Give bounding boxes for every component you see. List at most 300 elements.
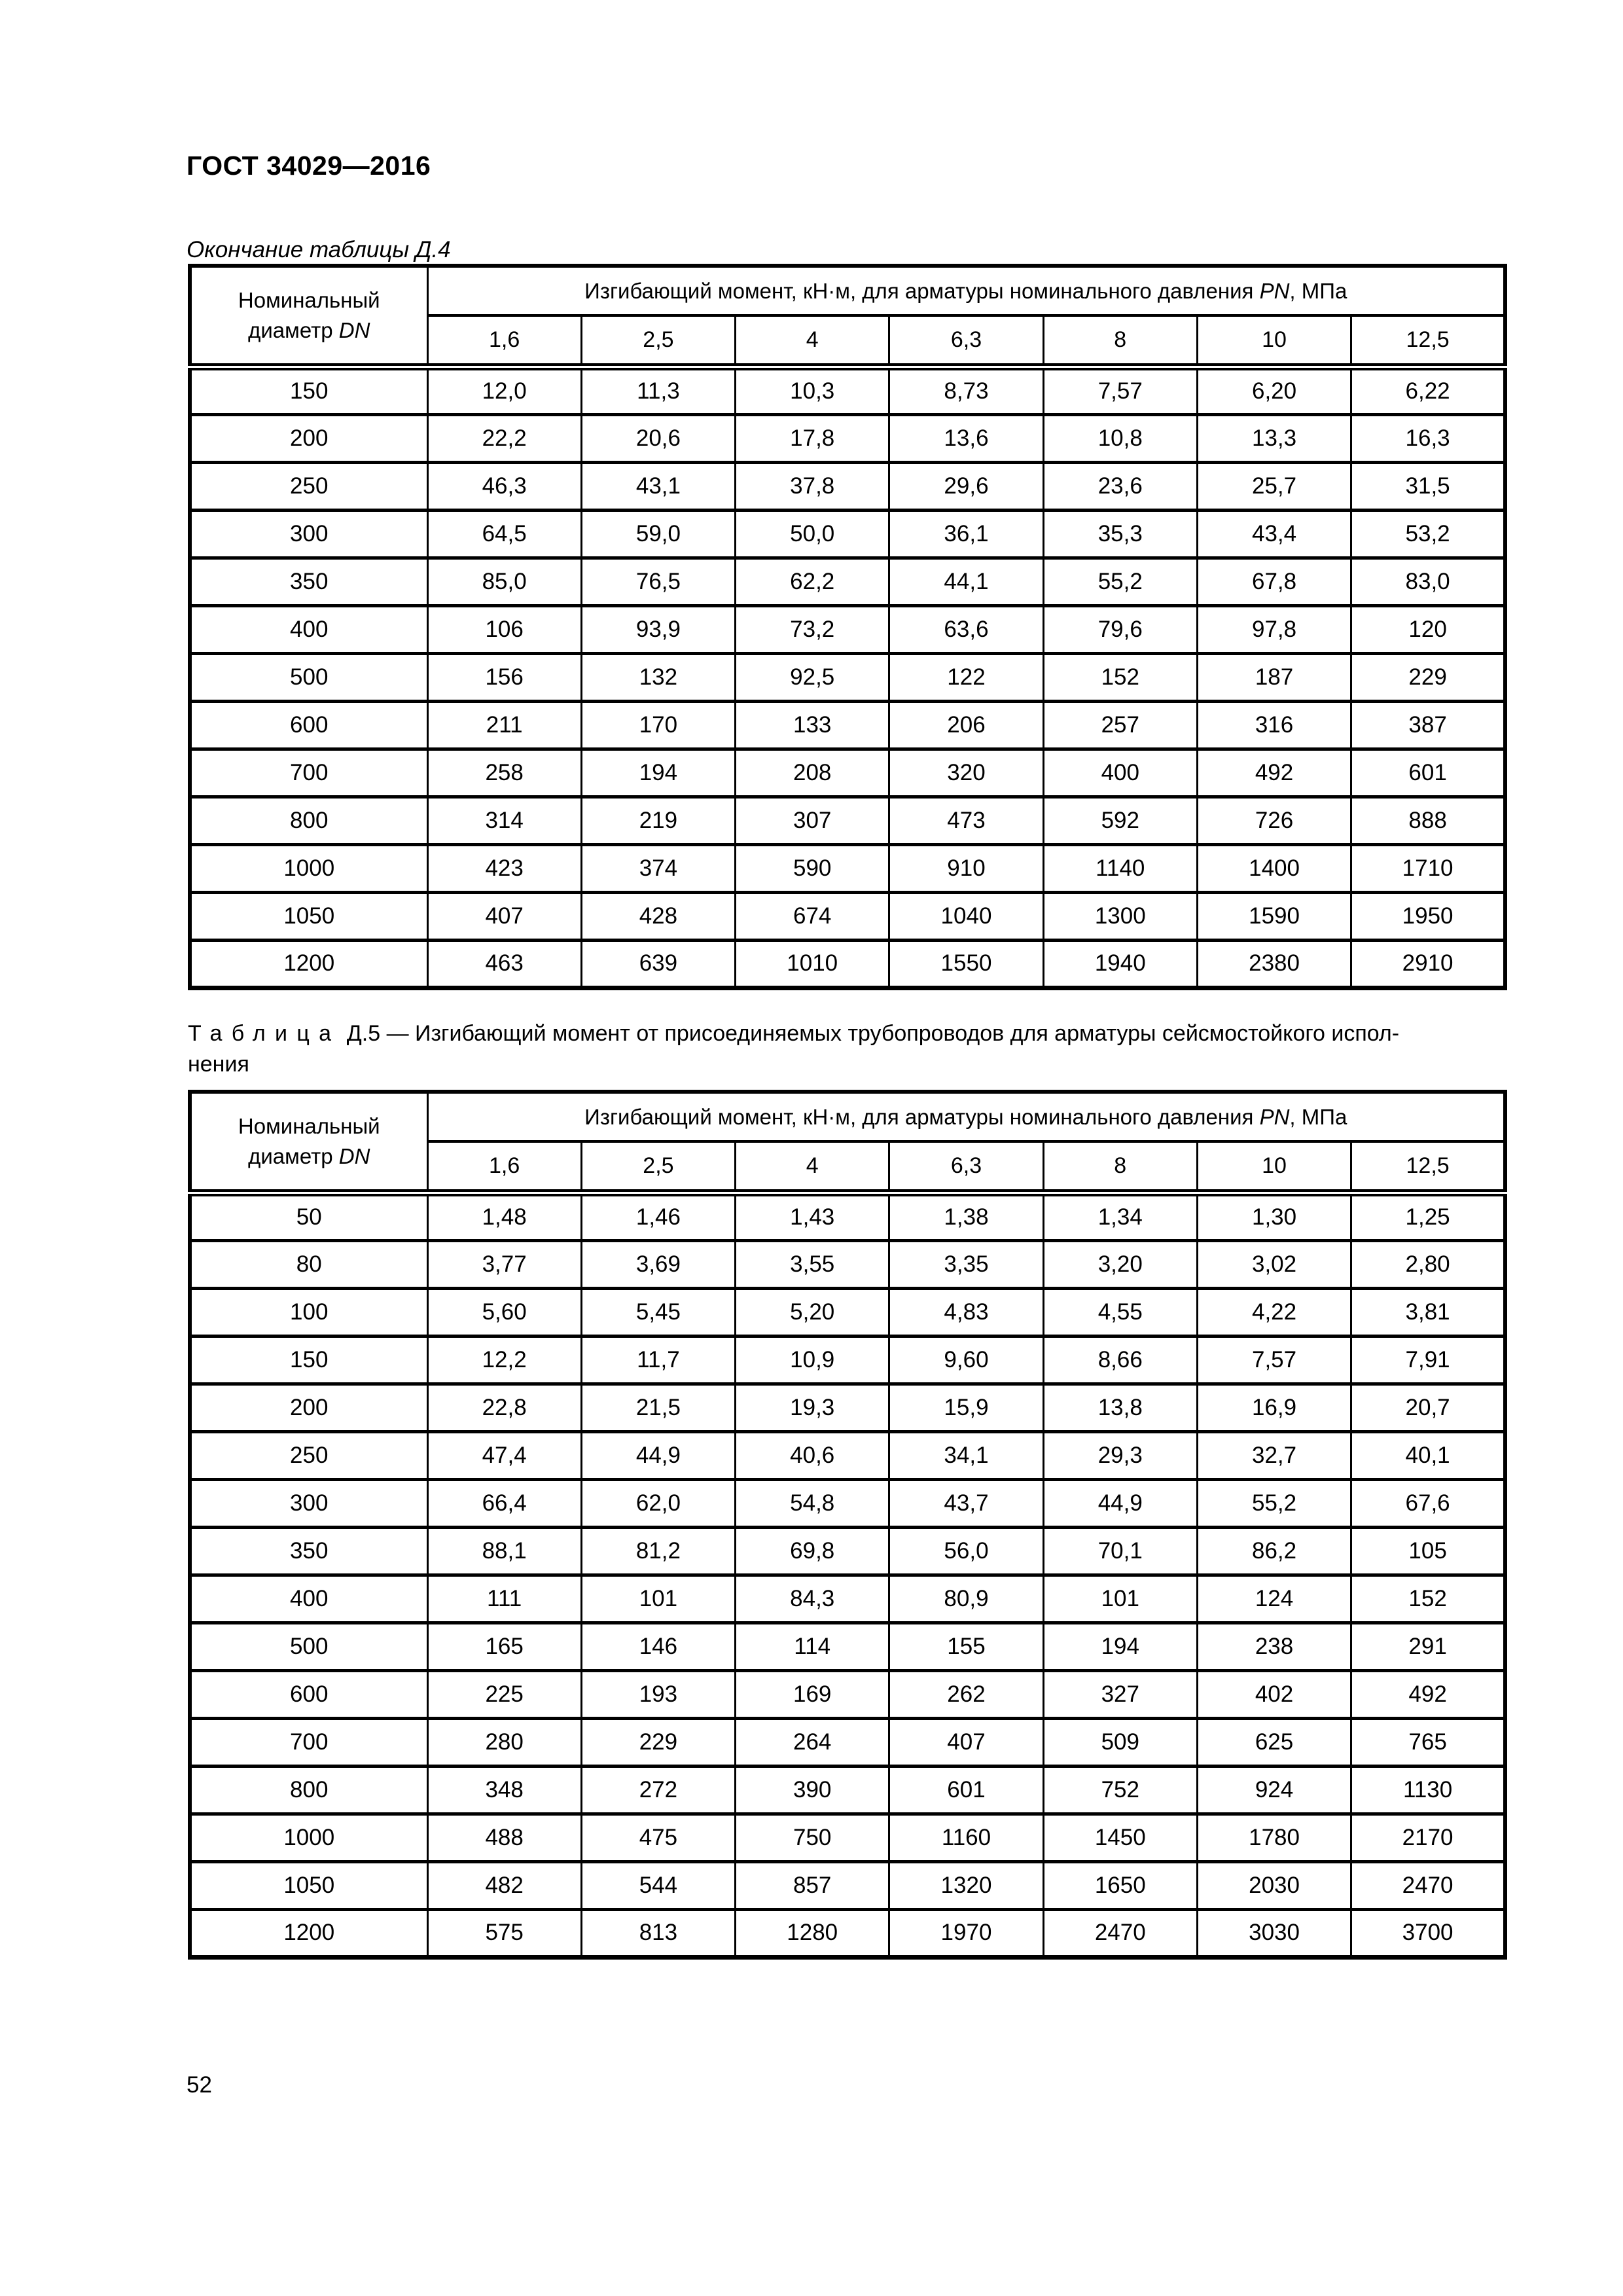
moment-value: 20,7 — [1351, 1384, 1505, 1431]
dn-value: 350 — [190, 558, 427, 605]
dn-column-header — [190, 266, 427, 367]
moment-value: 155 — [889, 1623, 1043, 1670]
dn-value: 300 — [190, 510, 427, 558]
moment-value: 225 — [427, 1670, 581, 1718]
moment-value: 1650 — [1043, 1861, 1197, 1909]
moment-value: 1140 — [1043, 844, 1197, 892]
dn-value: 150 — [190, 1336, 427, 1384]
moment-value: 765 — [1351, 1718, 1505, 1766]
moment-value: 2470 — [1351, 1861, 1505, 1909]
table-row — [190, 1193, 1505, 1240]
dn-symbol: DN — [338, 1143, 370, 1168]
dn-value: 300 — [190, 1479, 427, 1527]
moment-group-header — [427, 1092, 1505, 1141]
table-row — [190, 940, 1505, 988]
moment-value: 56,0 — [889, 1527, 1043, 1575]
moment-value: 280 — [427, 1718, 581, 1766]
moment-value: 67,6 — [1351, 1479, 1505, 1527]
moment-value: 76,5 — [581, 558, 735, 605]
moment-value: 133 — [736, 701, 889, 749]
pressure-column-header: 2,5 — [581, 1141, 735, 1193]
table-d5 — [188, 1090, 1507, 1960]
table-d5-caption — [188, 1018, 1510, 1080]
moment-value: 238 — [1197, 1623, 1351, 1670]
dn-value: 250 — [190, 462, 427, 510]
moment-value: 316 — [1197, 701, 1351, 749]
moment-value: 1450 — [1043, 1814, 1197, 1861]
moment-value: 193 — [581, 1670, 735, 1718]
moment-value: 2470 — [1043, 1909, 1197, 1957]
pressure-column-header: 4 — [736, 315, 889, 367]
moment-value: 752 — [1043, 1766, 1197, 1814]
moment-value: 258 — [427, 749, 581, 797]
moment-value: 43,1 — [581, 462, 735, 510]
moment-value: 726 — [1197, 797, 1351, 844]
moment-value: 492 — [1351, 1670, 1505, 1718]
moment-value: 10,9 — [736, 1336, 889, 1384]
moment-value: 13,6 — [889, 414, 1043, 462]
moment-value: 229 — [581, 1718, 735, 1766]
table-row — [190, 1909, 1505, 1957]
moment-value: 390 — [736, 1766, 889, 1814]
moment-value: 314 — [427, 797, 581, 844]
dn-value: 1200 — [190, 1909, 427, 1957]
moment-value: 62,2 — [736, 558, 889, 605]
moment-value: 888 — [1351, 797, 1505, 844]
moment-value: 1550 — [889, 940, 1043, 988]
moment-value: 6,20 — [1197, 367, 1351, 414]
moment-value: 111 — [427, 1575, 581, 1623]
moment-value: 3030 — [1197, 1909, 1351, 1957]
moment-value: 22,2 — [427, 414, 581, 462]
moment-header-unit: , МПа — [1289, 278, 1347, 303]
moment-value: 17,8 — [736, 414, 889, 462]
moment-value: 44,9 — [581, 1431, 735, 1479]
moment-value: 5,45 — [581, 1288, 735, 1336]
moment-value: 29,3 — [1043, 1431, 1197, 1479]
moment-value: 146 — [581, 1623, 735, 1670]
moment-value: 46,3 — [427, 462, 581, 510]
moment-value: 20,6 — [581, 414, 735, 462]
moment-value: 40,1 — [1351, 1431, 1505, 1479]
moment-value: 423 — [427, 844, 581, 892]
moment-value: 22,8 — [427, 1384, 581, 1431]
moment-value: 1400 — [1197, 844, 1351, 892]
dn-value: 150 — [190, 367, 427, 414]
moment-value: 10,3 — [736, 367, 889, 414]
table-d5-caption-line2: нения — [188, 1052, 249, 1077]
moment-value: 910 — [889, 844, 1043, 892]
moment-value: 348 — [427, 1766, 581, 1814]
table-d4-body — [190, 367, 1505, 988]
pressure-column-header: 4 — [736, 1141, 889, 1193]
moment-value: 64,5 — [427, 510, 581, 558]
moment-value: 2,80 — [1351, 1240, 1505, 1288]
moment-value: 327 — [1043, 1670, 1197, 1718]
moment-value: 86,2 — [1197, 1527, 1351, 1575]
moment-value: 44,9 — [1043, 1479, 1197, 1527]
caption-dash: — — [386, 1021, 409, 1046]
moment-value: 387 — [1351, 701, 1505, 749]
moment-value: 1280 — [736, 1909, 889, 1957]
pn-symbol: PN — [1259, 1104, 1290, 1129]
moment-value: 114 — [736, 1623, 889, 1670]
moment-value: 31,5 — [1351, 462, 1505, 510]
moment-value: 13,8 — [1043, 1384, 1197, 1431]
moment-value: 50,0 — [736, 510, 889, 558]
moment-value: 320 — [889, 749, 1043, 797]
moment-value: 36,1 — [889, 510, 1043, 558]
moment-value: 6,22 — [1351, 367, 1505, 414]
dn-header-line2: диаметр — [248, 317, 333, 342]
moment-value: 10,8 — [1043, 414, 1197, 462]
caption-text: Изгибающий момент от присоединяемых трубопроводов для арматуры сейсмостойкого испол- — [415, 1021, 1400, 1046]
moment-value: 1,25 — [1351, 1193, 1505, 1240]
dn-value: 800 — [190, 797, 427, 844]
moment-value: 170 — [581, 701, 735, 749]
moment-value: 3,20 — [1043, 1240, 1197, 1288]
moment-value: 1710 — [1351, 844, 1505, 892]
dn-value: 700 — [190, 749, 427, 797]
pressure-column-header: 8 — [1043, 1141, 1197, 1193]
moment-value: 194 — [581, 749, 735, 797]
moment-value: 11,3 — [581, 367, 735, 414]
dn-value: 700 — [190, 1718, 427, 1766]
moment-value: 73,2 — [736, 605, 889, 653]
dn-column-header — [190, 1092, 427, 1193]
moment-value: 165 — [427, 1623, 581, 1670]
dn-value: 1000 — [190, 1814, 427, 1861]
moment-value: 84,3 — [736, 1575, 889, 1623]
moment-value: 400 — [1043, 749, 1197, 797]
moment-value: 272 — [581, 1766, 735, 1814]
table-row — [190, 462, 1505, 510]
moment-value: 3700 — [1351, 1909, 1505, 1957]
moment-value: 264 — [736, 1718, 889, 1766]
moment-value: 152 — [1351, 1575, 1505, 1623]
moment-value: 120 — [1351, 605, 1505, 653]
moment-value: 1590 — [1197, 892, 1351, 940]
table-row — [190, 797, 1505, 844]
moment-value: 47,4 — [427, 1431, 581, 1479]
table-row — [190, 1623, 1505, 1670]
moment-value: 2910 — [1351, 940, 1505, 988]
moment-value: 101 — [1043, 1575, 1197, 1623]
moment-value: 9,60 — [889, 1336, 1043, 1384]
moment-value: 601 — [889, 1766, 1043, 1814]
table-d5-grid — [188, 1090, 1507, 1960]
table-header-row — [190, 266, 1505, 315]
moment-value: 3,35 — [889, 1240, 1043, 1288]
moment-value: 262 — [889, 1670, 1043, 1718]
moment-value: 1970 — [889, 1909, 1043, 1957]
dn-value: 100 — [190, 1288, 427, 1336]
caption-word: Таблица — [188, 1021, 341, 1046]
dn-value: 600 — [190, 701, 427, 749]
table-row — [190, 1718, 1505, 1766]
dn-value: 500 — [190, 653, 427, 701]
moment-value: 1320 — [889, 1861, 1043, 1909]
moment-value: 67,8 — [1197, 558, 1351, 605]
moment-value: 2030 — [1197, 1861, 1351, 1909]
moment-value: 37,8 — [736, 462, 889, 510]
moment-value: 3,69 — [581, 1240, 735, 1288]
table-row — [190, 1814, 1505, 1861]
moment-value: 55,2 — [1197, 1479, 1351, 1527]
moment-value: 23,6 — [1043, 462, 1197, 510]
moment-value: 105 — [1351, 1527, 1505, 1575]
moment-group-header — [427, 266, 1505, 315]
table-row — [190, 414, 1505, 462]
table-row — [190, 1288, 1505, 1336]
moment-value: 8,66 — [1043, 1336, 1197, 1384]
dn-value: 250 — [190, 1431, 427, 1479]
moment-value: 21,5 — [581, 1384, 735, 1431]
moment-value: 857 — [736, 1861, 889, 1909]
pressure-column-header: 8 — [1043, 315, 1197, 367]
moment-value: 7,57 — [1043, 367, 1197, 414]
dn-value: 1050 — [190, 1861, 427, 1909]
moment-value: 1,43 — [736, 1193, 889, 1240]
moment-value: 19,3 — [736, 1384, 889, 1431]
table-row — [190, 701, 1505, 749]
moment-value: 43,4 — [1197, 510, 1351, 558]
caption-number: Д.5 — [346, 1021, 381, 1046]
moment-value: 81,2 — [581, 1527, 735, 1575]
moment-value: 69,8 — [736, 1527, 889, 1575]
dn-value: 200 — [190, 414, 427, 462]
table-row — [190, 367, 1505, 414]
moment-value: 307 — [736, 797, 889, 844]
moment-value: 544 — [581, 1861, 735, 1909]
table-row — [190, 1431, 1505, 1479]
moment-value: 12,2 — [427, 1336, 581, 1384]
dn-value: 600 — [190, 1670, 427, 1718]
moment-value: 106 — [427, 605, 581, 653]
moment-value: 124 — [1197, 1575, 1351, 1623]
moment-value: 66,4 — [427, 1479, 581, 1527]
moment-value: 80,9 — [889, 1575, 1043, 1623]
table-row — [190, 1527, 1505, 1575]
moment-value: 70,1 — [1043, 1527, 1197, 1575]
moment-value: 475 — [581, 1814, 735, 1861]
table-row — [190, 605, 1505, 653]
moment-value: 1040 — [889, 892, 1043, 940]
dn-value: 50 — [190, 1193, 427, 1240]
moment-value: 1130 — [1351, 1766, 1505, 1814]
dn-value: 1200 — [190, 940, 427, 988]
moment-value: 257 — [1043, 701, 1197, 749]
dn-header-line2: диаметр — [248, 1143, 333, 1168]
dn-value: 400 — [190, 1575, 427, 1623]
table-row — [190, 510, 1505, 558]
dn-value: 500 — [190, 1623, 427, 1670]
moment-value: 88,1 — [427, 1527, 581, 1575]
moment-value: 3,02 — [1197, 1240, 1351, 1288]
moment-value: 3,81 — [1351, 1288, 1505, 1336]
pressure-column-header: 10 — [1197, 1141, 1351, 1193]
moment-value: 601 — [1351, 749, 1505, 797]
table-row — [190, 1240, 1505, 1288]
table-d5-caption-line1 — [188, 1021, 1399, 1046]
moment-value: 674 — [736, 892, 889, 940]
moment-value: 575 — [427, 1909, 581, 1957]
moment-value: 93,9 — [581, 605, 735, 653]
moment-value: 206 — [889, 701, 1043, 749]
moment-value: 4,83 — [889, 1288, 1043, 1336]
table-row — [190, 558, 1505, 605]
moment-value: 1,48 — [427, 1193, 581, 1240]
moment-value: 1010 — [736, 940, 889, 988]
moment-value: 40,6 — [736, 1431, 889, 1479]
moment-value: 1780 — [1197, 1814, 1351, 1861]
moment-value: 4,55 — [1043, 1288, 1197, 1336]
moment-value: 8,73 — [889, 367, 1043, 414]
pressure-column-header: 2,5 — [581, 315, 735, 367]
moment-value: 16,3 — [1351, 414, 1505, 462]
moment-value: 34,1 — [889, 1431, 1043, 1479]
moment-value: 83,0 — [1351, 558, 1505, 605]
moment-value: 7,91 — [1351, 1336, 1505, 1384]
moment-value: 169 — [736, 1670, 889, 1718]
moment-value: 3,55 — [736, 1240, 889, 1288]
moment-value: 428 — [581, 892, 735, 940]
moment-value: 639 — [581, 940, 735, 988]
table-header-row — [190, 1092, 1505, 1141]
moment-value: 25,7 — [1197, 462, 1351, 510]
moment-value: 92,5 — [736, 653, 889, 701]
table-row — [190, 1766, 1505, 1814]
moment-value: 291 — [1351, 1623, 1505, 1670]
moment-header-text: Изгибающий момент, кН·м, для арматуры номинального давления — [584, 278, 1254, 303]
moment-value: 4,22 — [1197, 1288, 1351, 1336]
moment-value: 402 — [1197, 1670, 1351, 1718]
moment-value: 5,20 — [736, 1288, 889, 1336]
moment-value: 509 — [1043, 1718, 1197, 1766]
dn-value: 200 — [190, 1384, 427, 1431]
moment-value: 7,57 — [1197, 1336, 1351, 1384]
moment-value: 132 — [581, 653, 735, 701]
table-row — [190, 749, 1505, 797]
pressure-column-header: 12,5 — [1351, 1141, 1505, 1193]
moment-value: 590 — [736, 844, 889, 892]
table-row — [190, 1861, 1505, 1909]
moment-value: 16,9 — [1197, 1384, 1351, 1431]
table-row — [190, 1384, 1505, 1431]
moment-value: 122 — [889, 653, 1043, 701]
moment-value: 488 — [427, 1814, 581, 1861]
moment-value: 12,0 — [427, 367, 581, 414]
dn-header-line1: Номинальный — [238, 1113, 380, 1138]
moment-value: 62,0 — [581, 1479, 735, 1527]
page-title: ГОСТ 34029—2016 — [187, 151, 431, 181]
table-d5-body — [190, 1193, 1505, 1957]
moment-value: 79,6 — [1043, 605, 1197, 653]
moment-value: 473 — [889, 797, 1043, 844]
pressure-column-header: 6,3 — [889, 1141, 1043, 1193]
moment-value: 55,2 — [1043, 558, 1197, 605]
moment-value: 407 — [889, 1718, 1043, 1766]
moment-value: 187 — [1197, 653, 1351, 701]
moment-value: 44,1 — [889, 558, 1043, 605]
moment-value: 63,6 — [889, 605, 1043, 653]
table-row — [190, 1336, 1505, 1384]
table-row — [190, 892, 1505, 940]
moment-value: 1,30 — [1197, 1193, 1351, 1240]
moment-value: 85,0 — [427, 558, 581, 605]
table-d4 — [188, 264, 1507, 990]
moment-value: 29,6 — [889, 462, 1043, 510]
table-d4-grid — [188, 264, 1507, 990]
moment-value: 11,7 — [581, 1336, 735, 1384]
table-row — [190, 1575, 1505, 1623]
moment-value: 5,60 — [427, 1288, 581, 1336]
dn-symbol: DN — [338, 317, 370, 342]
moment-header-unit: , МПа — [1289, 1104, 1347, 1129]
moment-value: 813 — [581, 1909, 735, 1957]
pressure-column-header: 1,6 — [427, 315, 581, 367]
moment-value: 2170 — [1351, 1814, 1505, 1861]
dn-value: 400 — [190, 605, 427, 653]
moment-value: 924 — [1197, 1766, 1351, 1814]
moment-value: 1160 — [889, 1814, 1043, 1861]
moment-value: 152 — [1043, 653, 1197, 701]
moment-value: 482 — [427, 1861, 581, 1909]
pressure-column-header: 6,3 — [889, 315, 1043, 367]
moment-value: 229 — [1351, 653, 1505, 701]
dn-value: 800 — [190, 1766, 427, 1814]
moment-value: 54,8 — [736, 1479, 889, 1527]
pressure-column-header: 12,5 — [1351, 315, 1505, 367]
moment-value: 97,8 — [1197, 605, 1351, 653]
moment-value: 13,3 — [1197, 414, 1351, 462]
moment-value: 101 — [581, 1575, 735, 1623]
moment-value: 3,77 — [427, 1240, 581, 1288]
moment-value: 15,9 — [889, 1384, 1043, 1431]
table-d4-continuation-caption: Окончание таблицы Д.4 — [187, 237, 451, 262]
table-row — [190, 653, 1505, 701]
moment-value: 53,2 — [1351, 510, 1505, 558]
dn-header-line1: Номинальный — [238, 287, 380, 312]
moment-value: 211 — [427, 701, 581, 749]
pn-symbol: PN — [1259, 278, 1290, 303]
moment-value: 1300 — [1043, 892, 1197, 940]
dn-value: 80 — [190, 1240, 427, 1288]
moment-value: 194 — [1043, 1623, 1197, 1670]
dn-value: 1050 — [190, 892, 427, 940]
moment-value: 1,46 — [581, 1193, 735, 1240]
moment-value: 32,7 — [1197, 1431, 1351, 1479]
pressure-column-header: 1,6 — [427, 1141, 581, 1193]
moment-value: 592 — [1043, 797, 1197, 844]
moment-value: 2380 — [1197, 940, 1351, 988]
moment-value: 1940 — [1043, 940, 1197, 988]
table-row — [190, 844, 1505, 892]
moment-value: 492 — [1197, 749, 1351, 797]
moment-value: 208 — [736, 749, 889, 797]
page-number: 52 — [187, 2072, 212, 2098]
moment-value: 35,3 — [1043, 510, 1197, 558]
moment-value: 625 — [1197, 1718, 1351, 1766]
moment-value: 407 — [427, 892, 581, 940]
moment-value: 219 — [581, 797, 735, 844]
pressure-column-header: 10 — [1197, 315, 1351, 367]
moment-header-text: Изгибающий момент, кН·м, для арматуры номинального давления — [584, 1104, 1254, 1129]
dn-value: 1000 — [190, 844, 427, 892]
moment-value: 1950 — [1351, 892, 1505, 940]
moment-value: 59,0 — [581, 510, 735, 558]
moment-value: 1,38 — [889, 1193, 1043, 1240]
